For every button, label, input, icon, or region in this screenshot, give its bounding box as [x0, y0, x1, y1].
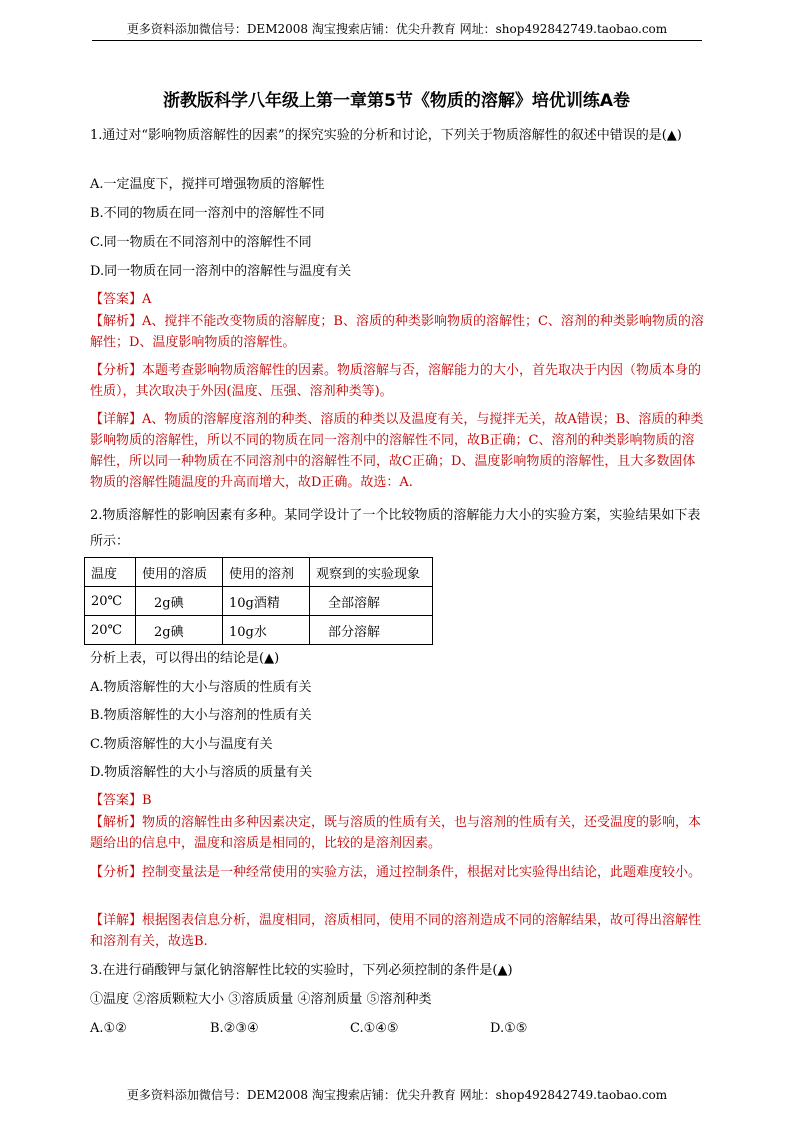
- q3-conditions: ①温度 ②溶质颗粒大小 ③溶质质量 ④溶剂质量 ⑤溶剂种类: [90, 992, 432, 1007]
- q3-option-a: A.①②: [90, 1021, 127, 1036]
- q2-xiangjie: 【详解】根据图表信息分析，温度相同，溶质相同，使用不同的溶剂造成不同的溶解结果，故可得出溶解性和溶剂有关，故选B.: [90, 913, 702, 949]
- table-cell: 全部溶解: [310, 587, 433, 616]
- q2-option-b: B.物质溶解性的大小与溶剂的性质有关: [90, 708, 312, 723]
- experiment-table: [84, 557, 433, 645]
- table-cell: 2g碘: [136, 587, 223, 616]
- page-footer: 更多资料添加微信号：DEM2008 淘宝搜索店铺：优尖升教育 网址：shop492842749.taobao.com: [126, 1088, 668, 1102]
- q1-answer: 【答案】A: [90, 292, 152, 307]
- q2-stem: 2.物质溶解性的影响因素有多种。某同学设计了一个比较物质的溶解能力大小的实验方案，实验结果如下表所示：: [90, 508, 701, 549]
- q1-stem: 1.通过对“影响物质溶解性的因素”的探究实验的分析和讨论，下列关于物质溶解性的叙述中错误的是(▲): [90, 128, 682, 143]
- page-header: 更多资料添加微信号：DEM2008 淘宝搜索店铺：优尖升教育 网址：shop492842749.taobao.com: [92, 18, 702, 41]
- table-cell: 10g酒精: [223, 587, 310, 616]
- q1-option-d: D.同一物质在同一溶剂中的溶解性与温度有关: [90, 264, 352, 279]
- q2-answer: 【答案】B: [90, 793, 152, 808]
- table-header-row: [85, 558, 433, 587]
- q3-option-b: B.②③④: [210, 1021, 259, 1036]
- document-title: 浙教版科学八年级上第一章第5节《物质的溶解》培优训练A卷: [163, 91, 630, 111]
- q1-option-a: A.一定温度下，搅拌可增强物质的溶解性: [90, 177, 325, 192]
- q2-ask: 分析上表，可以得出的结论是(▲): [90, 651, 280, 666]
- q3-stem: 3.在进行硝酸钾与氯化钠溶解性比较的实验时，下列必须控制的条件是(▲): [90, 963, 513, 978]
- q1-jiexi: 【解析】A、搅拌不能改变物质的溶解度；B、溶质的种类影响物质的溶解性；C、溶剂的种类影响物质的溶解性；D、温度影响物质的溶解性。: [90, 314, 704, 350]
- table-cell: 20℃: [85, 616, 136, 645]
- table-cell: 2g碘: [136, 616, 223, 645]
- table-cell: 10g水: [223, 616, 310, 645]
- q3-options: [90, 1020, 705, 1038]
- q1-option-b: B.不同的物质在同一溶剂中的溶解性不同: [90, 206, 325, 221]
- table-cell: 部分溶解: [310, 616, 433, 645]
- table-header-cell: 温度: [85, 558, 136, 587]
- q2-fenxi: 【分析】控制变量法是一种经常使用的实验方法，通过控制条件，根据对比实验得出结论，此题难度较小。: [90, 865, 702, 880]
- q3-option-d: D.①⑤: [490, 1021, 528, 1036]
- q1-fenxi: 【分析】本题考查影响物质溶解性的因素。物质溶解与否，溶解能力的大小，首先取决于内因（物质本身的性质），其次取决于外因(温度、压强、溶剂种类等)。: [90, 363, 702, 399]
- table-header-cell: 使用的溶剂: [223, 558, 310, 587]
- q2-option-a: A.物质溶解性的大小与溶质的性质有关: [90, 680, 312, 695]
- table-row: [85, 616, 433, 645]
- q1-xiangjie: 【详解】A、物质的溶解度溶剂的种类、溶质的种类以及温度有关，与搅拌无关，故A错误；B、溶质的种类影响物质的溶解性，所以不同的物质在同一溶剂中的溶解性不同，故B正确；C、溶剂的种类影响物质的溶解性，所以同一种物质在不同溶剂中的溶解性不同，故C正确；D、温度影响物质的溶解性，且大多数固体物质的溶解性随温度的升高而增大，故D正确。故选：A.: [90, 412, 704, 490]
- q2-jiexi: 【解析】物质的溶解性由多种因素决定，既与溶质的性质有关，也与溶剂的性质有关，还受温度的影响，本题给出的信息中，温度和溶质是相同的，比较的是溶剂因素。: [90, 815, 702, 851]
- q3-option-c: C.①④⑤: [350, 1021, 399, 1036]
- q2-option-c: C.物质溶解性的大小与温度有关: [90, 737, 273, 752]
- table-header-cell: 使用的溶质: [136, 558, 223, 587]
- table-header-cell: 观察到的实验现象: [310, 558, 433, 587]
- table-row: [85, 587, 433, 616]
- q2-option-d: D.物质溶解性的大小与溶质的质量有关: [90, 765, 313, 780]
- q1-option-c: C.同一物质在不同溶剂中的溶解性不同: [90, 235, 312, 250]
- table-cell: 20℃: [85, 587, 136, 616]
